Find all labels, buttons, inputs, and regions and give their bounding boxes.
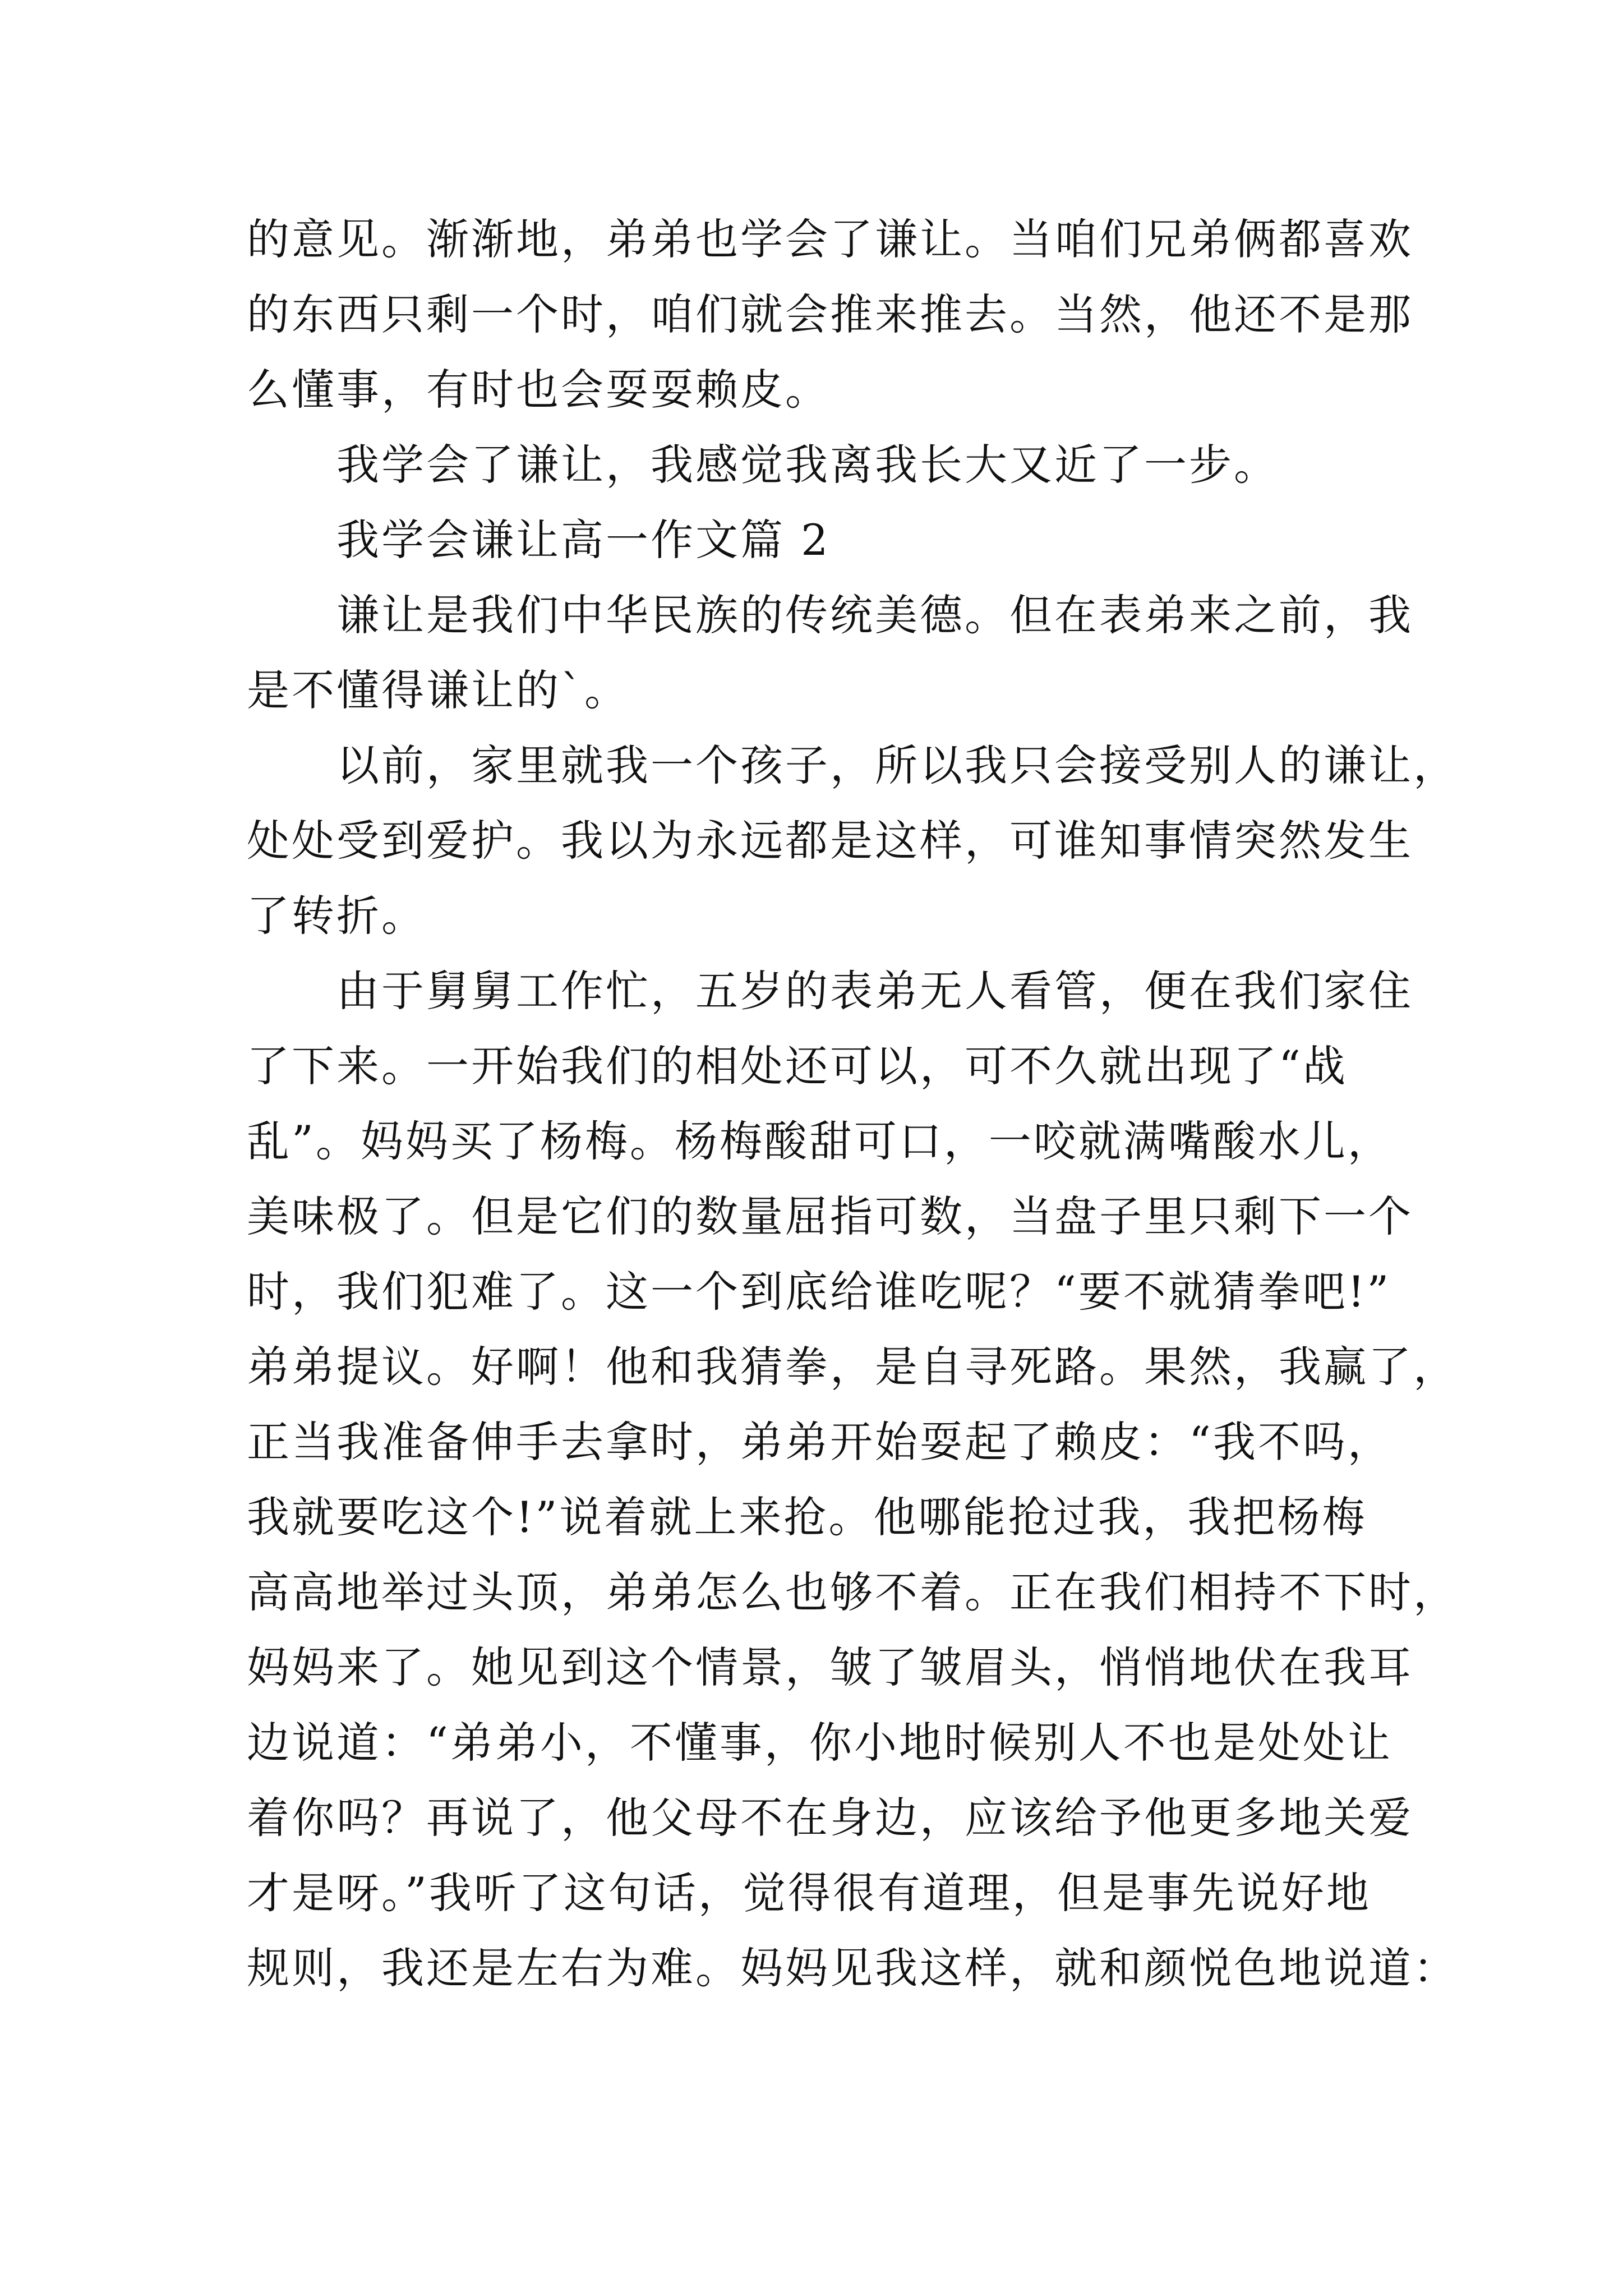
text-line: 高高地举过头顶，弟弟怎么也够不着。正在我们相持不下时， bbox=[247, 1567, 1458, 1617]
text-line: 我就要吃这个!”说着就上来抢。他哪能抢过我，我把杨梅 bbox=[247, 1492, 1367, 1542]
text-line: 么懂事，有时也会耍耍赖皮。 bbox=[247, 365, 830, 415]
document-body bbox=[247, 202, 1458, 2006]
text-line: 是不懂得谦让的`。 bbox=[247, 665, 629, 715]
text-line: 才是呀。”我听了这句话，觉得很有道理，但是事先说好地 bbox=[247, 1868, 1371, 1918]
text-line: 时，我们犯难了。这一个到底给谁吃呢？“要不就猜拳吧!” bbox=[247, 1267, 1391, 1317]
text-line: 处处受到爱护。我以为永远都是这样，可谁知事情突然发生 bbox=[247, 816, 1413, 866]
text-line: 了转折。 bbox=[247, 891, 426, 941]
text-line: 正当我准备伸手去拿时，弟弟开始耍起了赖皮：“我不吗， bbox=[247, 1417, 1393, 1467]
text-line: 谦让是我们中华民族的传统美德。但在表弟来之前，我 bbox=[336, 590, 1413, 640]
text-line: 以前，家里就我一个孩子，所以我只会接受别人的谦让， bbox=[336, 740, 1458, 790]
text-line: 我学会了谦让，我感觉我离我长大又近了一步。 bbox=[336, 440, 1279, 490]
text-line: 着你吗？再说了，他父母不在身边，应该给予他更多地关爱 bbox=[247, 1793, 1413, 1843]
text-line: 的东西只剩一个时，咱们就会推来推去。当然，他还不是那 bbox=[247, 289, 1413, 339]
text-line: 了下来。一开始我们的相处还可以，可不久就出现了“战 bbox=[247, 1041, 1348, 1091]
text-line: 规则，我还是左右为难。妈妈见我这样，就和颜悦色地说道： bbox=[247, 1943, 1458, 1993]
text-line: 由于舅舅工作忙，五岁的表弟无人看管，便在我们家住 bbox=[336, 966, 1413, 1016]
text-line: 的意见。渐渐地，弟弟也学会了谦让。当咱们兄弟俩都喜欢 bbox=[247, 214, 1413, 264]
text-line: 妈妈来了。她见到这个情景，皱了皱眉头，悄悄地伏在我耳 bbox=[247, 1642, 1413, 1692]
section-heading: 我学会谦让高一作文篇 2 bbox=[336, 515, 831, 565]
text-line: 乱”。妈妈买了杨梅。杨梅酸甜可口，一咬就满嘴酸水儿， bbox=[247, 1116, 1393, 1166]
text-line: 边说道：“弟弟小，不懂事，你小地时候别人不也是处处让 bbox=[247, 1718, 1393, 1768]
text-line: 美味极了。但是它们的数量屈指可数，当盘子里只剩下一个 bbox=[247, 1191, 1413, 1241]
text-line: 弟弟提议。好啊！他和我猜拳，是自寻死路。果然，我赢了， bbox=[247, 1342, 1458, 1392]
